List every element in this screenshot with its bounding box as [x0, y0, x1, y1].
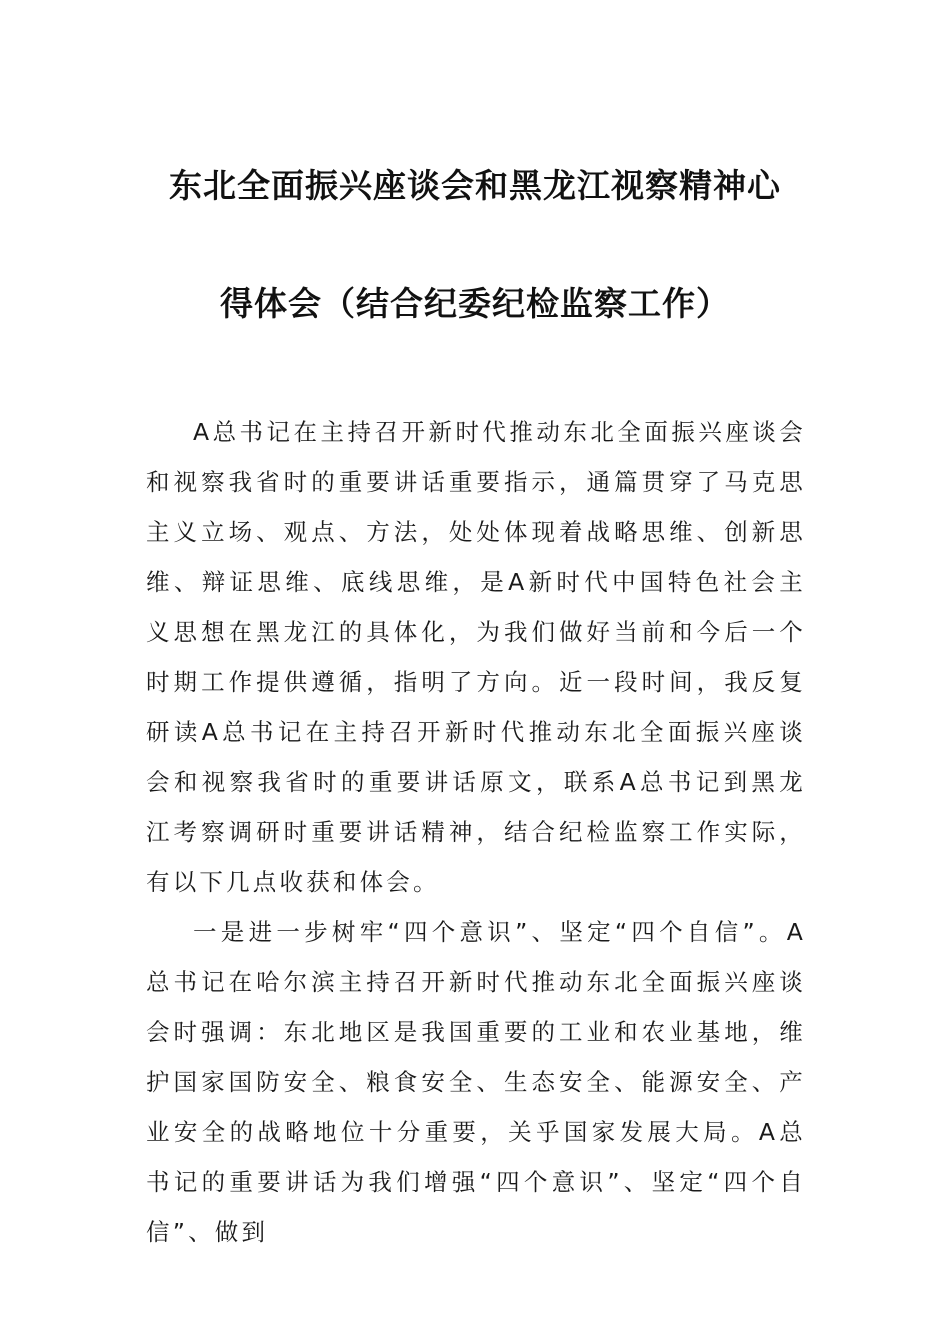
document-title-line-2: 得体会（结合纪委纪检监察工作）: [220, 284, 730, 323]
document-body: [146, 407, 806, 1257]
paragraph-point-one: 一是进一步树牢“四个意识”、坚定“四个自信”。A总书记在哈尔滨主持召开新时代推动东北全面振兴座谈会时强调：东北地区是我国重要的工业和农业基地，维护国家国防安全、粮食安全、生态安全、能源安全、产业安全的战略地位十分重要，关乎国家发展大局。A总书记的重要讲话为我们增强“四个意识”、坚定“四个自信”、做到: [146, 918, 806, 1246]
document-title-line-1: 东北全面振兴座谈会和黑龙江视察精神心: [169, 166, 781, 205]
paragraph-intro: A总书记在主持召开新时代推动东北全面振兴座谈会和视察我省时的重要讲话重要指示，通篇贯穿了马克思主义立场、观点、方法，处处体现着战略思维、创新思维、辩证思维、底线思维，是A新时代中国特色社会主义思想在黑龙江的具体化，为我们做好当前和今后一个时期工作提供遵循，指明了方向。近一段时间，我反复研读A总书记在主持召开新时代推动东北全面振兴座谈会和视察我省时的重要讲话原文，联系A总书记到黑龙江考察调研时重要讲话精神，结合纪检监察工作实际，有以下几点收获和体会。: [146, 418, 806, 896]
